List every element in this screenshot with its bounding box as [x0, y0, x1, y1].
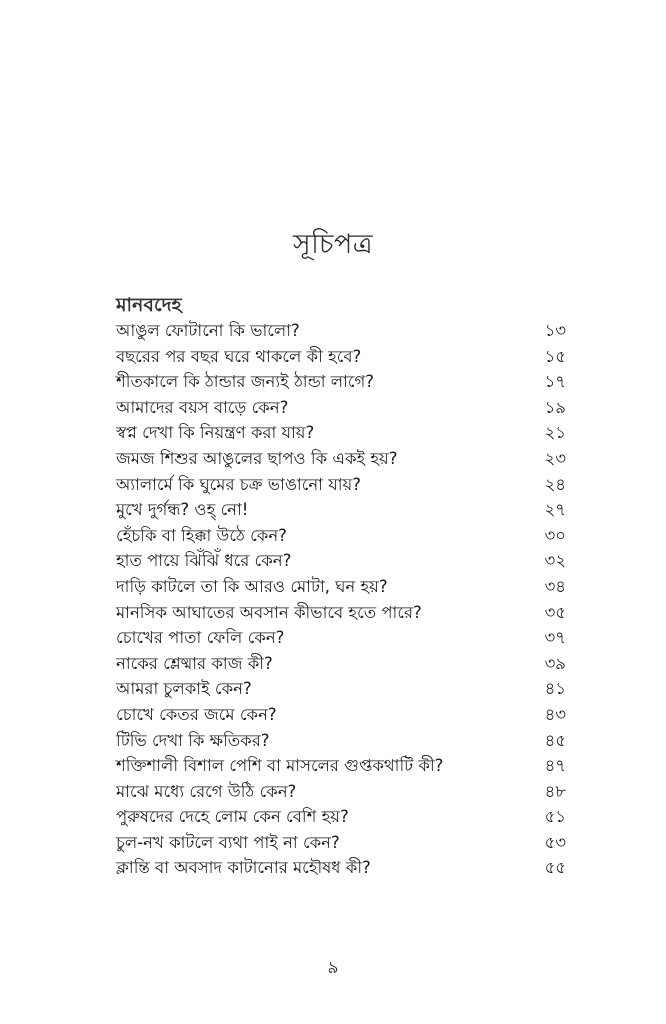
toc-entry-page: ৩৫ — [544, 602, 566, 622]
toc-entry-title: চুল-নখ কাটলে ব্যথা পাই না কেন? — [116, 832, 340, 852]
toc-entry — [116, 855, 566, 881]
toc-entry-page: ১৩ — [544, 321, 566, 340]
toc-entry-page: ৩৪ — [544, 576, 566, 596]
toc-entry-title: ক্লান্তি বা অবসাদ কাটানোর মহৌষধ কী? — [116, 858, 371, 878]
toc-entry — [116, 728, 566, 754]
toc-entry-page: ৫৩ — [544, 832, 566, 852]
toc-entry-title: আঙুল ফোটানো কি ভালো? — [116, 321, 300, 340]
toc-entry-title: হাত পায়ে ঝিঁঝিঁ ধরে কেন? — [116, 551, 292, 571]
toc-entry — [116, 369, 566, 395]
toc-entry-title: দাড়ি কাটলে তা কি আরও মোটা, ঘন হয়? — [116, 576, 388, 596]
toc-entry-page: ৩০ — [544, 525, 566, 545]
toc-entry — [116, 318, 566, 344]
toc-entry-page: ২৭ — [544, 500, 566, 520]
toc-entry — [116, 779, 566, 805]
toc-entry-page: ৩৭ — [544, 628, 566, 648]
toc-entry-title: চোখের পাতা ফেলি কেন? — [116, 628, 285, 648]
toc-entry — [116, 523, 566, 549]
toc-entry-title: বছরের পর বছর ঘরে থাকলে কী হবে? — [116, 346, 362, 366]
toc-entry-title: টিভি দেখা কি ক্ষতিকর? — [116, 730, 270, 750]
toc-entry-page: ৫১ — [544, 807, 566, 827]
toc-entry — [116, 600, 566, 626]
toc-entry-title: নাকের শ্লেষ্মার কাজ কী? — [116, 653, 273, 673]
toc-entry-page: ৪১ — [544, 679, 566, 699]
toc-entry — [116, 344, 566, 370]
toc-entry-title: আমাদের বয়স বাড়ে কেন? — [116, 397, 289, 417]
toc-entry — [116, 651, 566, 677]
page-title: সূচিপত্র — [292, 229, 374, 260]
toc-entry-page: ৩৯ — [544, 653, 566, 673]
toc-entry-page: ৪৫ — [544, 730, 566, 750]
toc-entry-title: মানসিক আঘাতের অবসান কীভাবে হতে পারে? — [116, 602, 422, 622]
toc-entry-page: ১৫ — [544, 346, 566, 366]
toc-entry — [116, 676, 566, 702]
toc-entry — [116, 446, 566, 472]
toc-entry — [116, 497, 566, 523]
toc-entry-page: ৪৩ — [544, 704, 566, 724]
toc-entry-title: শীতকালে কি ঠান্ডার জন্যই ঠান্ডা লাগে? — [116, 372, 375, 392]
toc-entry — [116, 804, 566, 830]
toc-entry-page: ৪৭ — [544, 756, 566, 776]
table-of-contents — [116, 318, 566, 881]
toc-entry — [116, 574, 566, 600]
toc-entry-page: ৫৫ — [544, 858, 566, 878]
toc-entry-title: হেঁচকি বা হিক্কা উঠে কেন? — [116, 525, 287, 545]
toc-entry — [116, 625, 566, 651]
toc-entry-title: শক্তিশালী বিশাল পেশি বা মাসলের গুপ্তকথাটি কী? — [116, 756, 444, 776]
toc-entry-page: ২১ — [544, 423, 566, 443]
toc-entry-title: আমরা চুলকাই কেন? — [116, 679, 252, 699]
toc-entry-title: মুখে দুর্গন্ধ? ওহ্ নো! — [116, 500, 249, 520]
toc-entry — [116, 395, 566, 421]
toc-entry-page: ৪৮ — [544, 781, 566, 801]
toc-entry-title: স্বপ্ন দেখা কি নিয়ন্ত্রণ করা যায়? — [116, 423, 315, 443]
toc-entry — [116, 548, 566, 574]
toc-entry-page: ২৪ — [544, 474, 566, 494]
toc-entry-title: জমজ শিশুর আঙুলের ছাপও কি একই হয়? — [116, 448, 398, 468]
toc-entry — [116, 702, 566, 728]
toc-entry-page: ১৭ — [544, 372, 566, 392]
toc-entry-title: পুরুষদের দেহে লোম কেন বেশি হয়? — [116, 807, 349, 827]
toc-entry-page: ৩২ — [544, 551, 566, 571]
toc-entry-title: চোখে কেতর জমে কেন? — [116, 704, 277, 724]
toc-entry — [116, 472, 566, 498]
toc-entry-title: অ্যালার্মে কি ঘুমের চক্র ভাঙানো যায়? — [116, 474, 361, 494]
toc-entry-title: মাঝে মধ্যে রেগে উঠি কেন? — [116, 781, 297, 801]
toc-entry-page: ১৯ — [544, 397, 566, 417]
toc-entry-page: ২৩ — [544, 448, 566, 468]
section-heading: মানবদেহ — [116, 294, 182, 316]
toc-entry — [116, 753, 566, 779]
toc-entry — [116, 830, 566, 856]
page-number: ৯ — [327, 958, 339, 978]
toc-entry — [116, 420, 566, 446]
